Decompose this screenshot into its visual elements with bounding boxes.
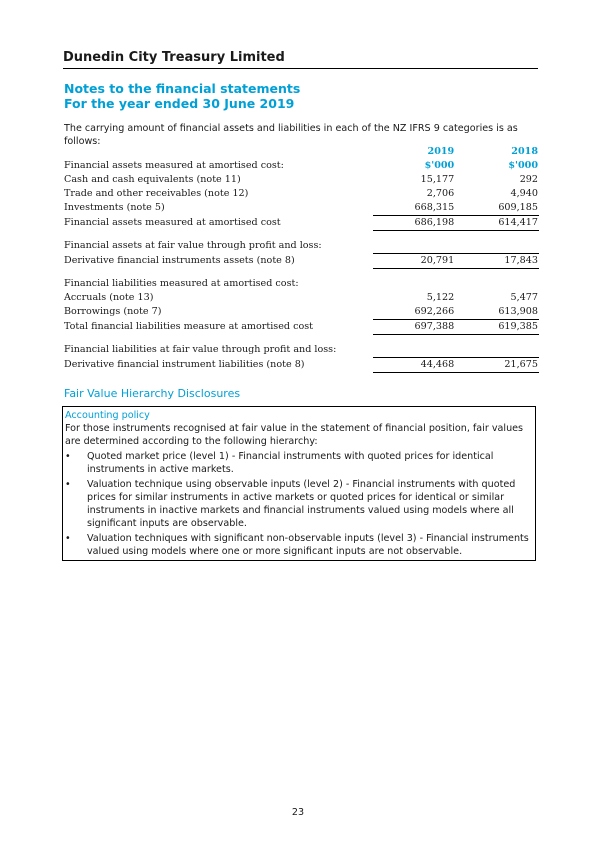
value-2018: 5,477 — [510, 292, 538, 303]
value-2019: 2,706 — [426, 188, 455, 199]
table-row — [64, 291, 539, 305]
list-item — [65, 450, 532, 476]
row-label: Accruals (note 13) — [64, 292, 154, 303]
row-label: Investments (note 5) — [64, 202, 165, 214]
unit-2018-header: $'000 — [508, 160, 538, 171]
table-row — [64, 277, 539, 291]
row-label: Borrowings (note 7) — [64, 306, 162, 318]
list-item — [65, 478, 532, 530]
row-label: Cash and cash equivalents (note 11) — [64, 174, 241, 185]
bullet-text: Valuation technique using observable inputs (level 2) - Financial instruments with quoted prices for similar instruments in active markets or quoted prices for identical or similar instruments in inactive markets and financial instruments valued using models where all significant inputs are observable. — [87, 479, 516, 529]
value-2018: 21,675 — [454, 358, 539, 373]
subtotal-row — [64, 216, 539, 231]
row-label: Financial assets measured at amortised cost — [64, 217, 281, 228]
unit-2019-header: $'000 — [424, 160, 455, 171]
row-label: Financial liabilities measured at amortised cost: — [64, 278, 299, 289]
fair-value-section-title: Fair Value Hierarchy Disclosures — [64, 387, 241, 400]
row-label: Total financial liabilities measure at amortised cost — [64, 321, 314, 332]
table-row — [64, 173, 539, 187]
row-label: Derivative financial instruments assets (note 8) — [64, 255, 295, 266]
value-2019: 692,266 — [414, 306, 455, 317]
value-2018: 4,940 — [510, 188, 538, 199]
value-2019: 15,177 — [420, 174, 455, 185]
row-label: Financial assets measured at amortised cost: — [64, 160, 284, 171]
table-row — [64, 201, 539, 216]
value-2018: 619,385 — [454, 320, 539, 335]
notes-heading — [64, 81, 300, 111]
accounting-policy-box — [62, 406, 536, 561]
page-number: 23 — [291, 807, 305, 818]
value-2018: 614,417 — [454, 216, 539, 231]
table-row — [64, 187, 539, 201]
value-2019: 668,315 — [414, 202, 455, 213]
company-name: Dunedin City Treasury Limited — [63, 50, 538, 69]
subtotal-row — [64, 320, 539, 335]
year-header-row — [64, 145, 539, 159]
table-row — [64, 343, 539, 358]
year-2018-header: 2018 — [511, 146, 538, 157]
value-2019: 686,198 — [373, 216, 455, 231]
bullet-icon: • — [65, 479, 71, 490]
row-label: Financial assets at fair value through profit and loss: — [64, 240, 322, 252]
intro-paragraph: The carrying amount of financial assets and liabilities in each of the NZ IFRS 9 categories is as follows: — [64, 123, 518, 147]
policy-label: Accounting policy — [65, 410, 150, 421]
table-row — [64, 239, 539, 254]
row-label: Trade and other receivables (note 12) — [64, 188, 249, 199]
subtotal-row — [64, 254, 539, 269]
value-2018: 292 — [519, 174, 538, 185]
value-2018: 613,908 — [498, 306, 538, 317]
policy-intro: For those instruments recognised at fair value in the statement of financial position, fair values are determined according to the following hierarchy: — [65, 423, 524, 447]
bullet-text: Valuation techniques with significant non-observable inputs (level 3) - Financial instruments valued using models where one or more significant inputs are not observable. — [87, 533, 529, 557]
value-2019: 20,791 — [373, 254, 455, 269]
hierarchy-list — [65, 450, 532, 558]
table-row — [64, 305, 539, 320]
bullet-icon: • — [65, 533, 71, 544]
period-subtitle: For the year ended 30 June 2019 — [64, 96, 295, 111]
value-2019: 5,122 — [426, 292, 455, 303]
row-label: Derivative financial instrument liabilities (note 8) — [64, 359, 305, 370]
row-label: Financial liabilities at fair value through profit and loss: — [64, 344, 337, 356]
bullet-text: Quoted market price (level 1) - Financial instruments with quoted prices for identical instruments in active markets. — [87, 451, 494, 475]
value-2018: 17,843 — [454, 254, 539, 269]
value-2019: 44,468 — [373, 358, 455, 373]
value-2019: 697,388 — [373, 320, 455, 335]
subtotal-row — [64, 358, 539, 373]
list-item — [65, 532, 532, 558]
table-row — [64, 159, 539, 173]
notes-title: Notes to the financial statements — [64, 81, 301, 96]
financial-instruments-table — [64, 145, 539, 373]
bullet-icon: • — [65, 451, 71, 462]
year-2019-header: 2019 — [427, 146, 455, 157]
value-2018: 609,185 — [498, 202, 538, 213]
